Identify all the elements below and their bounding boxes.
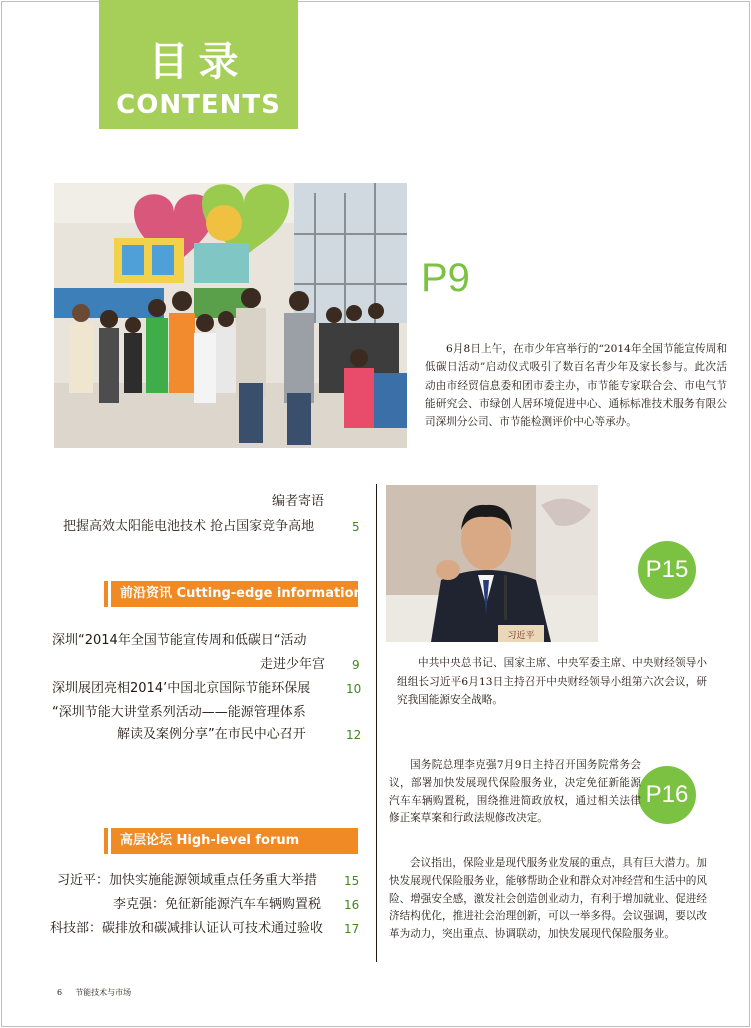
toc-item-line[interactable]: 李克强：免征新能源汽车车辆购置税 <box>113 897 322 912</box>
toc-page-number: 17 <box>344 922 360 936</box>
toc-page-number: 12 <box>346 728 362 742</box>
badge-p15: P15 <box>638 541 696 599</box>
toc-item-line[interactable]: 走进少年宫 <box>260 657 326 672</box>
editor-note-label: 编者寄语 <box>272 494 325 509</box>
section-notch <box>108 581 111 607</box>
section-header-high-level-forum <box>100 828 358 854</box>
toc-page-number: 9 <box>352 658 360 672</box>
nameplate-text: 习近平 <box>507 631 535 641</box>
page-label-p9: P9 <box>421 256 470 300</box>
toc-page-number: 15 <box>344 874 360 888</box>
section-notch <box>108 828 111 854</box>
p16-caption-first: 国务院总理李克强7月9日主持召开国务院常务会议，部署加快发展现代保险服务业，决定免征新能源汽车车辆购置税，围绕推进简政放权，通过相关法律修正案草案和行政法规修改决定。 <box>389 759 641 825</box>
p16-caption-second: 会议指出，保险业是现代服务业发展的重点，具有巨大潜力。加快发展现代保险服务业，能够帮助企业和群众对冲经营和生活中的风险、增强安全感，激发社会创造创业动力，有利于增加就业、促进经济结构优化，推进社会治理创新，可以一举多得。会议强调，要以改革为动力，突出重点、协调联动，加快发展现代保险服务业。 <box>389 857 707 941</box>
p15-caption: 中共中央总书记、国家主席、中央军委主席、中央财经领导小组组长习近平6月13日主持召开中央财经领导小组第六次会议，研究我国能源安全战略。 <box>397 657 707 706</box>
contents-subtitle: CONTENTS <box>116 90 281 120</box>
section-notch <box>100 828 104 854</box>
toc-item-line[interactable]: 科技部：碳排放和碳减排认证认可技术通过验收 <box>50 921 324 936</box>
badge-p16: P16 <box>638 766 696 824</box>
footer-journal-name: 节能技术与市场 <box>75 988 132 997</box>
toc-page-number: 10 <box>346 682 362 696</box>
section-notch <box>100 581 104 607</box>
contents-header <box>99 0 298 129</box>
toc-item-line[interactable]: 深圳“2014年全国节能宣传周和低碳日“活动 <box>52 633 307 648</box>
column-divider <box>376 484 377 962</box>
toc-item-line[interactable]: 习近平：加快实施能源领域重点任务重大举措 <box>57 873 318 888</box>
speaker-photo <box>386 485 598 642</box>
event-photo <box>54 183 407 448</box>
toc-page-number: 5 <box>352 520 360 534</box>
section-label: 高层论坛 High-level forum <box>120 833 300 848</box>
contents-title: 目录 <box>148 39 249 85</box>
toc-page-number: 16 <box>344 898 360 912</box>
toc-item-line[interactable]: “深圳节能大讲堂系列活动——能源管理体系 <box>52 705 306 720</box>
section-label: 前沿资讯 Cutting-edge information <box>120 586 363 601</box>
feature-caption: 6月8日上午，在市少年宫举行的“2014年全国节能宣传周和低碳日活动”启动仪式吸引了数百名青少年及家长参与。此次活动由市经贸信息委和团市委主办，市节能专家联合会、市电气节能研究会、市绿创人居环境促进中心、通标标准技术服务有限公司深圳分公司、市节能检测评价中心等承办。 <box>425 343 727 429</box>
page-footer <box>57 987 131 998</box>
toc-item-line[interactable]: 深圳展团亮相2014’中国北京国际节能环保展 <box>52 681 311 696</box>
toc-item-editor-article[interactable]: 把握高效太阳能电池技术 抢占国家竞争高地 <box>63 519 315 534</box>
section-header-cutting-edge <box>100 581 363 607</box>
footer-page-number: 6 <box>57 988 63 997</box>
toc-item-line[interactable]: 解读及案例分享”在市民中心召开 <box>117 727 306 742</box>
